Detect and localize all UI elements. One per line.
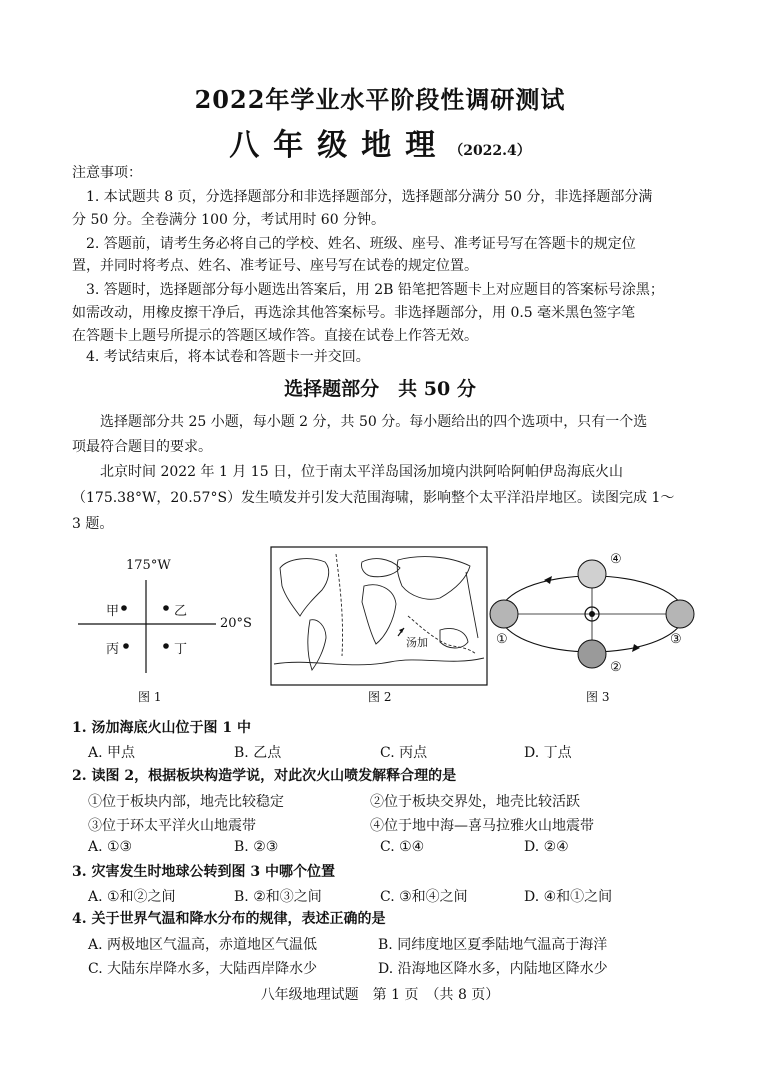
question-4-option-b[interactable]: B. 同纬度地区夏季陆地气温高于海洋 bbox=[378, 937, 608, 953]
point-label: 乙 bbox=[174, 604, 188, 619]
earth-position-4-icon bbox=[578, 560, 606, 588]
figure-1 bbox=[76, 558, 256, 678]
tonga-label: 汤加 bbox=[406, 636, 428, 649]
question-2-statement: ③位于环太平洋火山地震带 bbox=[88, 818, 256, 834]
note-line: 2. 答题前，请考生务必将自己的学校、姓名、班级、座号、准考证号写在答题卡的规定位 bbox=[86, 236, 636, 252]
question-2-statement: ①位于板块内部，地壳比较稳定 bbox=[88, 794, 284, 810]
passage-line: （175.38°W，20.57°S）发生喷发并引发大范围海啸，影响整个太平洋沿岸地区。读图完成 1～ bbox=[72, 490, 675, 506]
earth-position-1-icon bbox=[490, 600, 518, 628]
note-line: 1. 本试题共 8 页，分选择题部分和非选择题部分，选择题部分满分 50 分，非选择题部分满 bbox=[86, 189, 653, 205]
notes-heading: 注意事项： bbox=[72, 165, 142, 181]
point-label: 丁 bbox=[174, 642, 188, 657]
section-intro: 项最符合题目的要求。 bbox=[72, 439, 212, 455]
figure-1-caption: 图 1 bbox=[138, 690, 162, 704]
note-line: 4. 考试结束后，将本试卷和答题卡一并交回。 bbox=[86, 349, 370, 365]
question-1-option-a[interactable]: A. 甲点 bbox=[88, 745, 136, 761]
orbit-direction-arrow bbox=[544, 576, 552, 584]
question-4-option-a[interactable]: A. 两极地区气温高，赤道地区气温低 bbox=[88, 937, 318, 953]
exam-title: 2022年学业水平阶段性调研测试 bbox=[194, 85, 566, 114]
note-line: 如需改动，用橡皮擦干净后，再选涂其他答案标号。非选择题部分，用 0.5 毫米黑色签字笔 bbox=[72, 305, 636, 321]
question-2-option-c[interactable]: C. ①④ bbox=[380, 839, 425, 855]
figure-3 bbox=[484, 552, 704, 682]
question-1-stem: 1. 汤加海底火山位于图 1 中 bbox=[72, 720, 251, 736]
question-3-option-c[interactable]: C. ③和④之间 bbox=[380, 889, 468, 905]
figure-2 bbox=[270, 546, 488, 686]
note-line: 在答题卡上题号所提示的答题区域作答。直接在试卷上作答无效。 bbox=[72, 328, 478, 344]
longitude-label: 175°W bbox=[126, 558, 171, 573]
question-2-statement: ④位于地中海—喜马拉雅火山地震带 bbox=[370, 818, 594, 834]
earth-position-2-icon bbox=[578, 640, 606, 668]
earth-position-3-icon bbox=[666, 600, 694, 628]
plate-map bbox=[270, 546, 488, 686]
question-2-option-a[interactable]: A. ①③ bbox=[88, 839, 133, 855]
position-label: ② bbox=[610, 660, 622, 675]
figure-3-caption: 图 3 bbox=[586, 690, 610, 704]
question-2-option-d[interactable]: D. ②④ bbox=[524, 839, 569, 855]
question-1-option-d[interactable]: D. 丁点 bbox=[524, 745, 572, 761]
question-4-option-d[interactable]: D. 沿海地区降水多，内陆地区降水少 bbox=[378, 961, 608, 977]
question-2-stem: 2. 读图 2，根据板块构造学说，对此次火山喷发解释合理的是 bbox=[72, 768, 457, 784]
page-footer: 八年级地理试题 第 1 页 （共 8 页） bbox=[260, 987, 500, 1003]
position-label: ④ bbox=[610, 552, 622, 567]
question-2-option-b[interactable]: B. ②③ bbox=[234, 839, 279, 855]
section-title: 选择题部分 共 50 分 bbox=[284, 378, 476, 400]
orbit-direction-arrow bbox=[632, 644, 640, 652]
question-3-option-b[interactable]: B. ②和③之间 bbox=[234, 889, 322, 905]
position-label: ① bbox=[496, 632, 508, 647]
exam-date: （2022.4） bbox=[449, 143, 531, 159]
note-line: 分 50 分。全卷满分 100 分，考试用时 60 分钟。 bbox=[72, 212, 386, 228]
orbit-diagram bbox=[484, 552, 704, 682]
question-2-statement: ②位于板块交界处，地壳比较活跃 bbox=[370, 794, 580, 810]
point-label: 丙 bbox=[106, 642, 120, 657]
point-ding-marker bbox=[163, 643, 169, 649]
question-4-stem: 4. 关于世界气温和降水分布的规律，表述正确的是 bbox=[72, 911, 386, 927]
question-3-stem: 3. 灾害发生时地球公转到图 3 中哪个位置 bbox=[72, 864, 335, 880]
passage-line: 北京时间 2022 年 1 月 15 日，位于南太平洋岛国汤加境内洪阿哈阿帕伊岛海底火山 bbox=[100, 464, 624, 480]
point-bing-marker bbox=[123, 643, 129, 649]
question-3-option-d[interactable]: D. ④和①之间 bbox=[524, 889, 613, 905]
question-3-option-a[interactable]: A. ①和②之间 bbox=[88, 889, 176, 905]
subject-title bbox=[0, 120, 760, 164]
question-4-option-c[interactable]: C. 大陆东岸降水多，大陆西岸降水少 bbox=[88, 961, 318, 977]
note-line: 3. 答题时，选择题部分每小题选出答案后，用 2B 铅笔把答题卡上对应题目的答案标号涂黑； bbox=[86, 282, 664, 298]
point-yi-marker bbox=[163, 605, 169, 611]
section-intro: 选择题部分共 25 小题，每小题 2 分，共 50 分。每小题给出的四个选项中，只有一个选 bbox=[100, 414, 648, 430]
point-label: 甲 bbox=[106, 604, 120, 619]
point-jia-marker bbox=[121, 605, 127, 611]
latitude-label: 20°S bbox=[220, 616, 252, 631]
passage-line: 3 题。 bbox=[72, 516, 114, 532]
map-frame bbox=[271, 547, 487, 685]
note-line: 置，并同时将考点、姓名、准考证号、座号写在试卷的规定位置。 bbox=[72, 258, 478, 274]
subject-name: 八年级地理 bbox=[229, 128, 450, 163]
position-label: ③ bbox=[670, 632, 682, 647]
question-1-option-b[interactable]: B. 乙点 bbox=[234, 745, 282, 761]
question-1-option-c[interactable]: C. 丙点 bbox=[380, 745, 428, 761]
figure-2-caption: 图 2 bbox=[368, 690, 392, 704]
